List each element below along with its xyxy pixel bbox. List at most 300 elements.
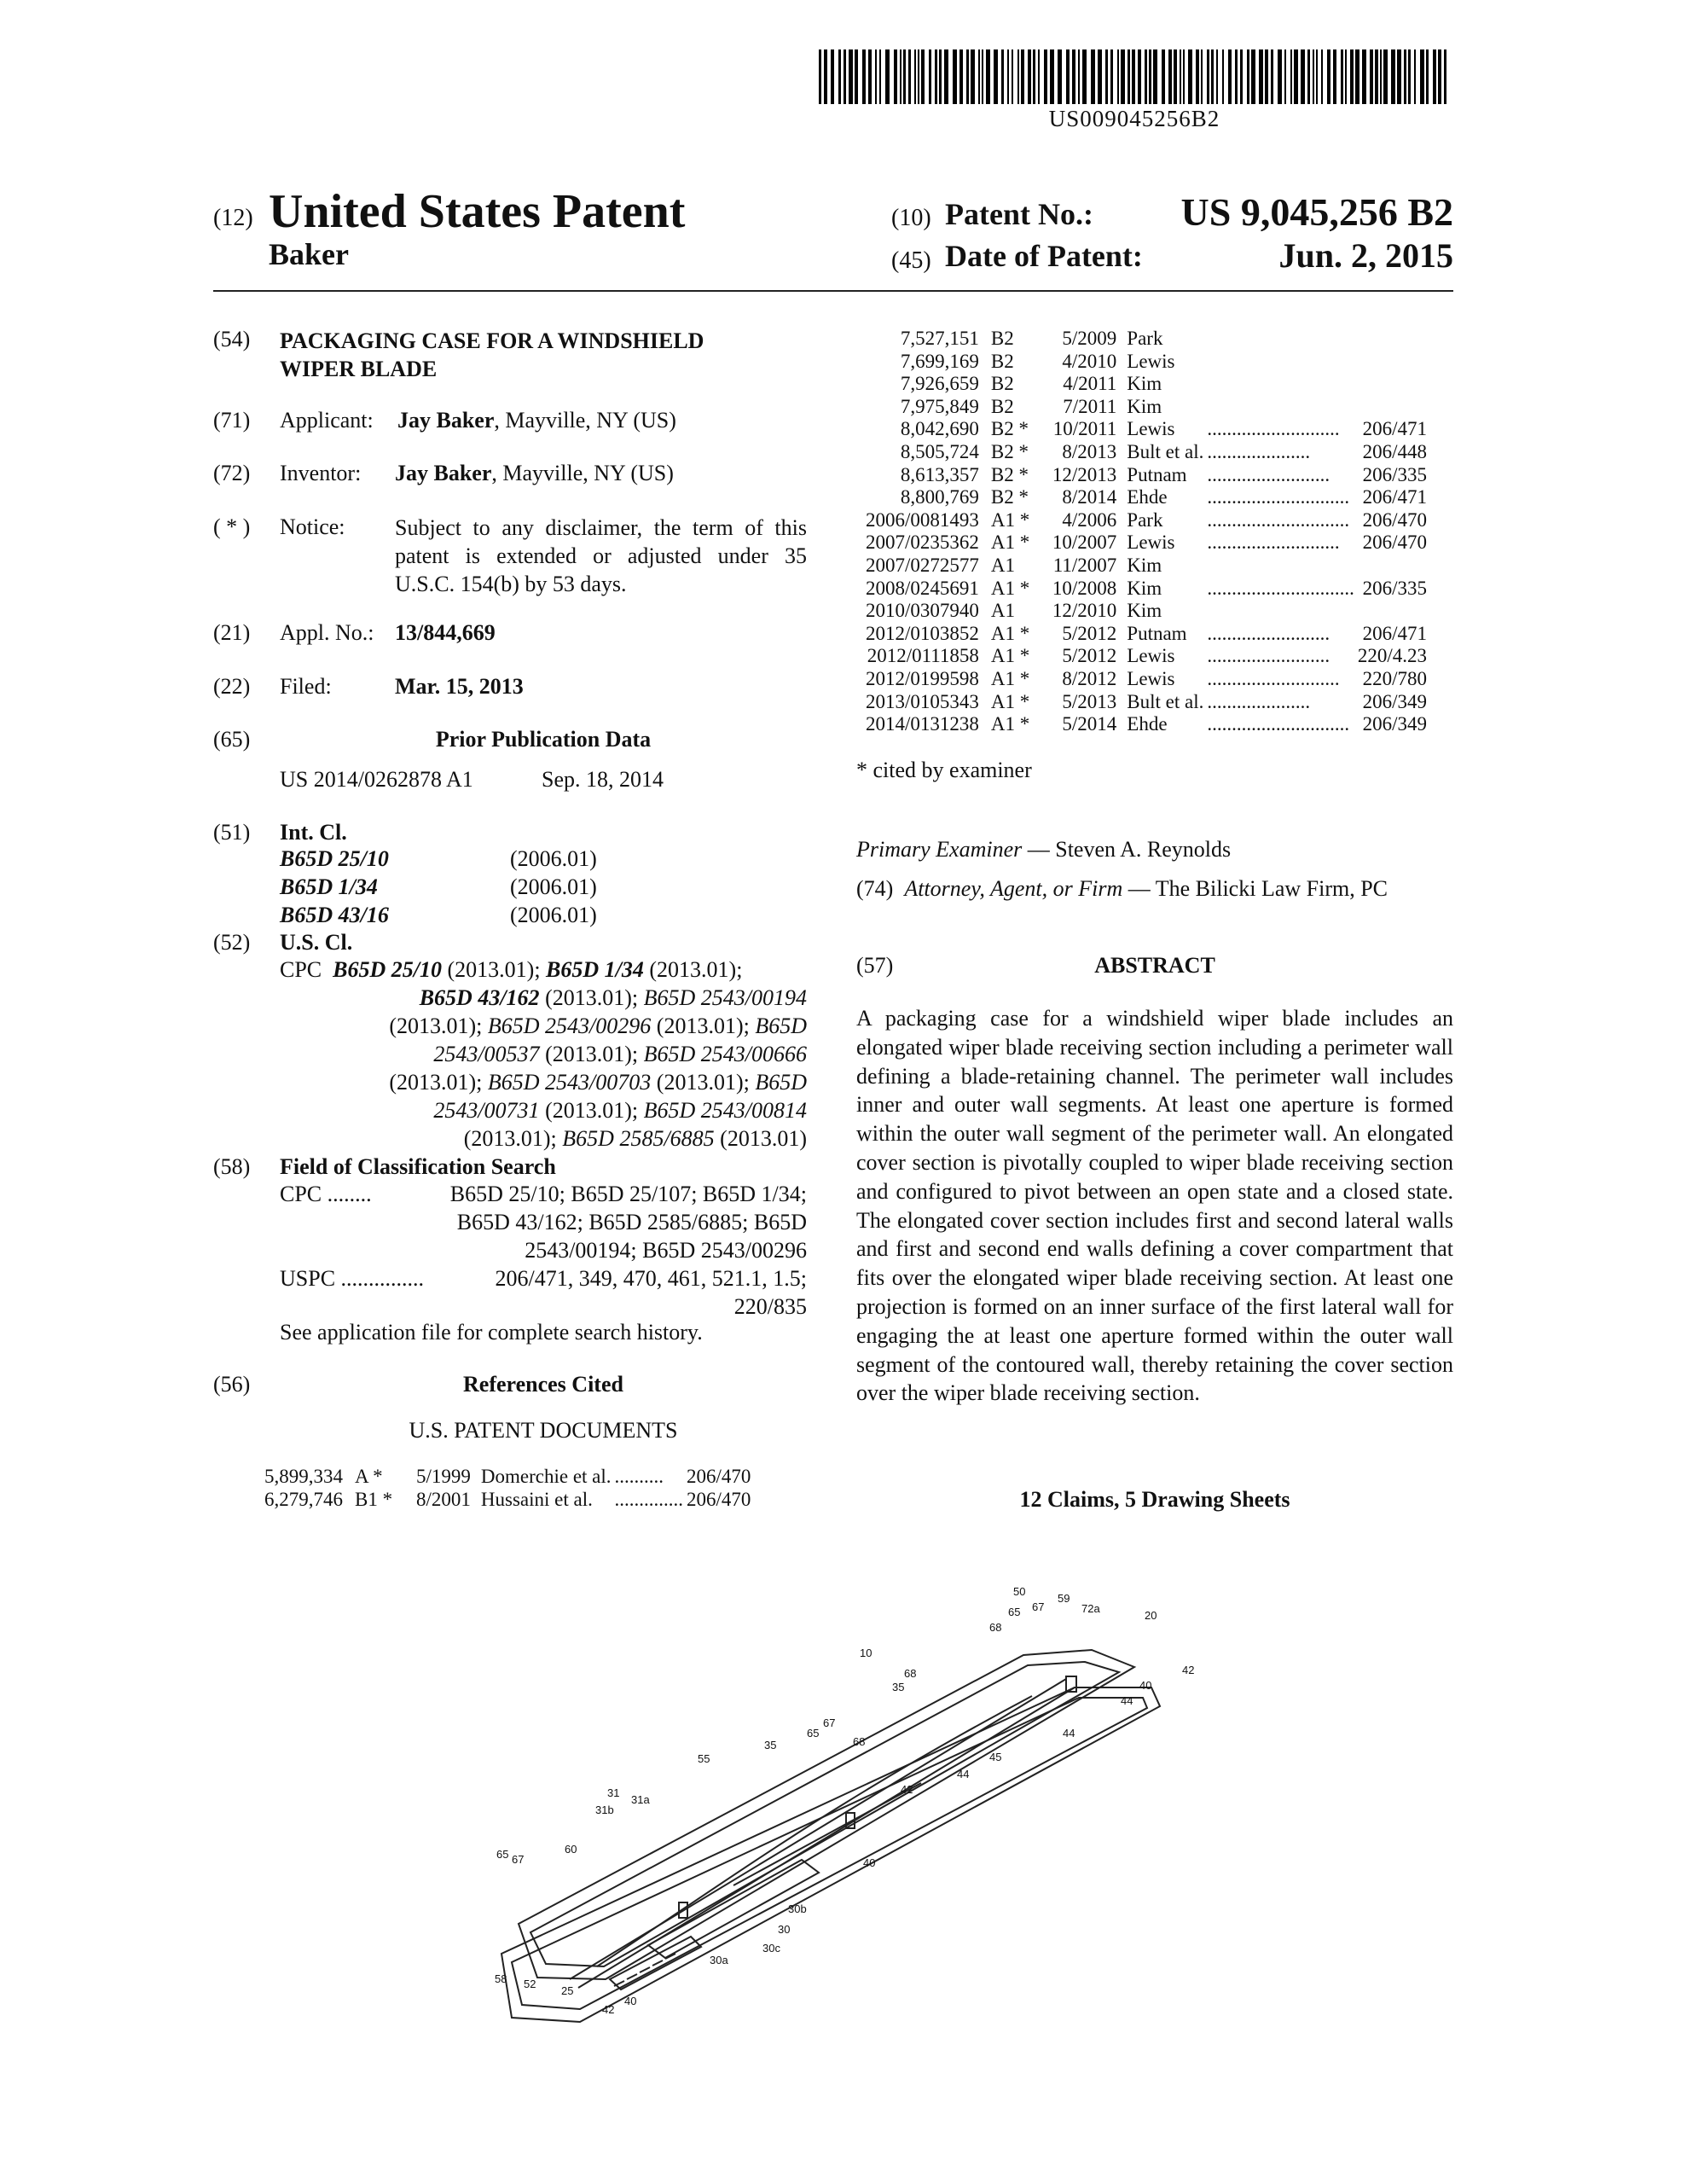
barcode-bar	[1438, 49, 1441, 104]
reference-numeral: 31b	[595, 1804, 614, 1816]
inventor-label: Inventor:	[280, 461, 362, 485]
ref-date: 4/2011	[1063, 373, 1117, 395]
barcode-bar	[1168, 49, 1172, 104]
ref-number: 7,975,849	[900, 395, 979, 417]
reference-row	[866, 668, 1427, 691]
barcode-bar	[900, 49, 901, 104]
applicant-label: Applicant:	[280, 408, 374, 433]
ref-class: 206/471	[1362, 418, 1427, 440]
barcode-bar	[1149, 49, 1151, 104]
field-search-cpc-line: 2543/00194; B65D 2543/00296	[525, 1238, 807, 1263]
reference-numeral: 45	[989, 1751, 1002, 1763]
ref-class: 206/471	[1362, 622, 1427, 644]
ref-class: 206/349	[1362, 713, 1427, 735]
ref-class	[1358, 396, 1427, 419]
kind-code: (12)	[213, 205, 253, 231]
ref-name: Park	[1127, 508, 1163, 531]
ref-dots: ...........................	[1207, 418, 1340, 440]
notice-code: ( * )	[213, 514, 251, 539]
ref-number: 8,800,769	[900, 486, 979, 508]
ref-kind: A *	[355, 1466, 383, 1487]
reference-numeral: 65	[807, 1727, 820, 1740]
barcode-bar	[1201, 49, 1203, 104]
int-cl-table	[280, 845, 597, 929]
inventor-code: (72)	[213, 461, 251, 485]
ref-class: 206/470	[1362, 531, 1427, 554]
ref-number: 2013/0105343	[866, 690, 979, 712]
barcode-bar	[1341, 49, 1343, 104]
ref-date: 5/2009	[1062, 328, 1117, 349]
reference-row	[866, 486, 1427, 509]
reference-row	[866, 396, 1427, 419]
reference-numeral: 58	[495, 1972, 507, 1985]
ref-date: 12/2013	[1052, 463, 1117, 485]
barcode-bar	[1278, 49, 1282, 104]
ref-number: 8,505,724	[900, 440, 979, 462]
ref-number: 2007/0235362	[866, 531, 979, 554]
barcode-number: US009045256B2	[1048, 106, 1220, 131]
reference-numeral: 30b	[788, 1902, 807, 1915]
ref-class	[1358, 328, 1427, 351]
barcode-bar	[875, 49, 877, 104]
wiper-case-drawing	[501, 1650, 1160, 2022]
attorney-name: — The Bilicki Law Firm, PC	[1122, 876, 1388, 901]
barcode-bar	[1128, 49, 1130, 104]
ref-number: 7,699,169	[900, 350, 979, 372]
int-cl-version: (2006.01)	[510, 874, 597, 899]
barcode-bar	[1207, 49, 1209, 104]
header-rule	[213, 290, 1453, 292]
us-cl-line: CPC B65D 25/10 (2013.01); B65D 1/34 (2013.01);	[280, 957, 743, 982]
barcode-bar	[819, 49, 821, 104]
invention-title-line1: PACKAGING CASE FOR A WINDSHIELD	[280, 328, 704, 353]
ref-number: 2007/0272577	[866, 554, 979, 576]
ref-kind: A1 *	[990, 690, 1030, 712]
reference-row	[866, 713, 1427, 736]
ref-dots	[1203, 351, 1358, 374]
ref-class: 206/335	[1362, 463, 1427, 485]
ref-date: 5/2013	[1062, 690, 1117, 712]
reference-numeral: 40	[1139, 1679, 1152, 1692]
barcode-bar	[939, 49, 942, 104]
ref-dots	[1203, 600, 1358, 623]
reference-numeral: 30a	[710, 1954, 728, 1966]
barcode-bar	[914, 49, 916, 104]
date-label: Date of Patent:	[945, 239, 1143, 273]
ref-dots: .....................	[1207, 440, 1311, 462]
attorney-label: Attorney, Agent, or Firm	[904, 876, 1123, 901]
reference-row	[866, 351, 1427, 374]
ref-kind: A1 *	[990, 531, 1030, 554]
barcode-bar	[1265, 49, 1268, 104]
reference-numeral: 44	[1121, 1694, 1133, 1707]
abstract-text: A packaging case for a windshield wiper blade includes an elongated wiper blade receiving section including a perimeter wall defining a blade-retaining channel. The perimeter wall includes inner and outer wall segments. At least one aperture is formed within the outer wall segment of the perimeter wall. An elongated cover section is pivotally coupled to wiper blade receiving section and configured to pivot between an open state and a closed state. The elongated cover section includes first and second lateral walls and first and second end walls defining a cover compartment that fits over the elongated wiper blade receiving section. At least one projection is formed on an inner surface of the first lateral wall for engaging the at least one aperture formed within the outer wall segment of the contoured wall, thereby retaining the cover section over the wiper blade receiving section.	[856, 1006, 1453, 1406]
barcode-bar	[1162, 49, 1165, 104]
refs-heading: References Cited	[463, 1372, 623, 1397]
reference-numeral: 68	[904, 1667, 917, 1680]
ref-date: 11/2007	[1052, 554, 1117, 576]
reference-numeral: 67	[1032, 1600, 1045, 1613]
ref-kind: B1 *	[355, 1488, 393, 1510]
attorney-code: (74)	[856, 876, 894, 901]
ref-dots: .........................	[1207, 645, 1330, 667]
examiner	[856, 837, 1231, 863]
reference-row	[866, 464, 1427, 487]
barcode-bar	[1078, 49, 1080, 104]
ref-class	[1358, 373, 1427, 396]
us-cl-line: (2013.01); B65D 2543/00703 (2013.01); B65D	[389, 1070, 807, 1095]
inventor-place: , Mayville, NY (US)	[491, 461, 674, 485]
int-cl-row	[280, 845, 597, 873]
ref-name: Kim	[1127, 395, 1162, 417]
barcode-bar	[944, 49, 948, 104]
int-cl-label: Int. Cl.	[280, 820, 347, 845]
ref-kind: B2	[990, 395, 1014, 417]
invention-title-line2: WIPER BLADE	[280, 357, 438, 381]
ref-date: 4/2006	[1062, 508, 1117, 531]
int-cl-row	[280, 873, 597, 901]
barcode-bar	[1183, 49, 1185, 104]
barcode-bar	[1028, 49, 1031, 104]
ref-dots: .....................	[1207, 690, 1311, 712]
applicant-code: (71)	[213, 408, 251, 433]
reference-numeral: 10	[860, 1647, 872, 1659]
barcode-bar	[1007, 49, 1009, 104]
barcode-bar	[1426, 49, 1429, 104]
field-search-cpc-line: B65D 25/10; B65D 25/107; B65D 1/34;	[449, 1182, 807, 1206]
barcode-bar	[1038, 49, 1040, 104]
barcode-bar	[1001, 49, 1004, 104]
ref-number: 2010/0307940	[866, 600, 979, 622]
barcode-bar	[824, 49, 827, 104]
ref-dots	[1203, 396, 1358, 419]
barcode-bar	[1321, 49, 1323, 104]
barcode-bar	[849, 49, 853, 104]
barcode-bar	[1132, 49, 1135, 104]
barcode-bar	[1290, 49, 1292, 104]
barcode-bar	[831, 49, 834, 104]
reference-row	[866, 531, 1427, 555]
barcode-bar	[1153, 49, 1157, 104]
ref-dots: ..............................	[1207, 577, 1354, 599]
patent-figure	[478, 1578, 1211, 2056]
barcode-bar	[929, 49, 931, 104]
barcode-bar	[1284, 49, 1286, 104]
reference-numeral: 30	[778, 1923, 791, 1936]
patent-number: US 9,045,256 B2	[1180, 190, 1453, 234]
barcode-bar	[921, 49, 925, 104]
barcode-bar	[982, 49, 983, 104]
barcode-bar	[838, 49, 841, 104]
barcode-bar	[1050, 49, 1054, 104]
ref-name: Lewis	[1127, 531, 1175, 554]
reference-numeral: 65	[1008, 1606, 1021, 1618]
barcode-bar	[953, 49, 957, 104]
ref-kind: A1 *	[990, 667, 1030, 689]
barcode-bar	[1066, 49, 1070, 104]
barcode-bar	[1404, 49, 1406, 104]
claims-summary: 12 Claims, 5 Drawing Sheets	[1019, 1487, 1290, 1512]
appl-no-value: 13/844,669	[395, 620, 496, 645]
ref-kind: B2	[990, 373, 1014, 395]
reference-numeral: 68	[989, 1621, 1002, 1634]
ref-number: 7,527,151	[900, 328, 979, 349]
ref-name: Kim	[1127, 600, 1162, 622]
barcode-bar	[1240, 49, 1243, 104]
barcode-bar	[1362, 49, 1366, 104]
ref-name: Lewis	[1127, 350, 1175, 372]
barcode-bar	[1072, 49, 1075, 104]
reference-numeral: 52	[524, 1978, 536, 1990]
us-cl-line: (2013.01); B65D 2585/6885 (2013.01)	[463, 1126, 807, 1151]
ref-number: 2008/0245691	[866, 577, 979, 599]
notice-text: Subject to any disclaimer, the term of this patent is extended or adjusted under 35 U.S.C. 154(b) by 53 days.	[395, 515, 807, 596]
ref-date: 8/2014	[1062, 486, 1117, 508]
ref-date: 7/2011	[1063, 395, 1117, 417]
barcode-bar	[1235, 49, 1238, 104]
barcode-bar	[1444, 49, 1446, 104]
barcode-bar	[1370, 49, 1373, 104]
us-cl-label: U.S. Cl.	[280, 930, 353, 955]
examiner-name: — Steven A. Reynolds	[1022, 837, 1232, 862]
barcode-bar	[855, 49, 858, 104]
barcode-bar	[1105, 49, 1108, 104]
ref-class: 220/4.23	[1357, 645, 1427, 667]
barcode-bar	[935, 49, 937, 104]
barcode-bar	[1017, 49, 1019, 104]
barcode-bar	[894, 49, 897, 104]
reference-numeral: 42	[602, 2003, 615, 2016]
reference-row	[866, 441, 1427, 464]
ref-date: 10/2008	[1052, 577, 1117, 599]
ref-date: 5/2014	[1062, 713, 1117, 735]
barcode-bar	[1121, 49, 1125, 104]
int-cl-class: B65D 1/34	[280, 874, 378, 899]
ref-number: 8,613,357	[900, 463, 979, 485]
ref-name: Kim	[1127, 373, 1162, 395]
reference-numeral: 35	[892, 1681, 905, 1693]
ref-date: 5/2012	[1062, 645, 1117, 667]
ref-dots: ...........................	[1207, 667, 1340, 689]
barcode-bar	[1333, 49, 1336, 104]
refs-subheading: U.S. PATENT DOCUMENTS	[409, 1418, 678, 1443]
barcode-bar	[1350, 49, 1354, 104]
appl-no-label: Appl. No.:	[280, 620, 374, 645]
field-search-uspc-line: 206/471, 349, 470, 461, 521.1, 1.5;	[495, 1266, 807, 1291]
patent-no-label: Patent No.:	[945, 197, 1093, 231]
int-cl-class: B65D 25/10	[280, 846, 389, 871]
ref-kind: B2 *	[990, 463, 1029, 485]
ref-dots: .........................	[1207, 463, 1330, 485]
field-search-code: (58)	[213, 1154, 251, 1179]
reference-row	[866, 578, 1427, 601]
barcode-bar	[1327, 49, 1330, 104]
barcode-bar	[1222, 49, 1224, 104]
ref-class: 206/470	[1362, 508, 1427, 531]
us-cl-code: (52)	[213, 930, 251, 955]
us-cl-line: 2543/00537 (2013.01); B65D 2543/00666	[433, 1042, 807, 1066]
barcode-bar	[1294, 49, 1298, 104]
reference-numeral: 44	[1063, 1727, 1075, 1740]
ref-dots: ..........	[614, 1466, 664, 1487]
ref-kind: B2	[990, 328, 1014, 349]
field-search-uspc-line: 220/835	[733, 1294, 807, 1319]
left-refs-table	[264, 1466, 751, 1511]
ref-number: 2006/0081493	[866, 508, 979, 531]
document-title: United States Patent	[269, 185, 686, 238]
ref-date: 8/2001	[416, 1488, 471, 1510]
barcode-bar	[1355, 49, 1359, 104]
barcode-bar	[918, 49, 919, 104]
barcode-bar	[1174, 49, 1177, 104]
title-code: (54)	[213, 327, 251, 351]
reference-numeral: 60	[565, 1843, 577, 1856]
prior-pub-code: (65)	[213, 727, 251, 752]
ref-name: Hussaini et al.	[480, 1488, 593, 1510]
ref-class: 206/335	[1362, 577, 1427, 599]
barcode-bar	[1383, 49, 1388, 104]
barcode-bar	[971, 49, 975, 104]
int-cl-version: (2006.01)	[510, 846, 597, 871]
cited-note: * cited by examiner	[856, 758, 1032, 782]
reference-row	[866, 645, 1427, 668]
barcode-bar	[959, 49, 963, 104]
ref-class	[1358, 600, 1427, 623]
ref-kind: B2 *	[990, 486, 1029, 508]
reference-numeral: 42	[901, 1783, 913, 1796]
reference-numeral: 31	[607, 1786, 620, 1799]
inventor-surname: Baker	[269, 237, 349, 271]
base-tray-outline	[501, 1687, 1160, 2022]
ref-dots: .............................	[1207, 486, 1350, 508]
reference-numeral: 65	[496, 1848, 509, 1861]
barcode-bar	[879, 49, 881, 104]
barcode-bar	[1216, 49, 1218, 104]
inventor	[395, 461, 674, 486]
refs-code: (56)	[213, 1372, 251, 1397]
reference-numeral: 30c	[762, 1942, 780, 1955]
reference-numeral: 59	[1058, 1592, 1070, 1605]
barcode-bar	[1251, 49, 1255, 104]
barcode-bar	[1345, 49, 1347, 104]
ref-kind: B2	[990, 350, 1014, 372]
ref-name: Lewis	[1127, 667, 1175, 689]
ref-class: 220/780	[1362, 667, 1427, 689]
barcode-bar	[903, 49, 906, 104]
filed-value: Mar. 15, 2013	[395, 674, 524, 699]
barcode-bar	[1391, 49, 1395, 104]
ref-class: 206/470	[687, 1488, 751, 1510]
field-search-uspc	[461, 1264, 807, 1321]
ref-number: 8,042,690	[900, 418, 979, 440]
invention-title	[280, 327, 704, 383]
reference-row	[866, 373, 1427, 396]
ref-number: 2012/0111858	[867, 645, 979, 667]
ref-date: 4/2010	[1062, 350, 1117, 372]
barcode-bar	[1375, 49, 1378, 104]
reference-numeral: 67	[823, 1716, 836, 1729]
barcode-bar	[966, 49, 969, 104]
ref-kind: A1 *	[990, 645, 1030, 667]
applicant	[397, 408, 676, 433]
barcode-bar	[885, 49, 890, 104]
int-cl-code: (51)	[213, 820, 251, 845]
applicant-place: , Mayville, NY (US)	[494, 408, 676, 433]
hatch-lines	[614, 1954, 675, 1986]
barcode-bar	[1301, 49, 1305, 104]
reference-numeral: 40	[624, 1995, 637, 2007]
ref-number: 2012/0199598	[866, 667, 979, 689]
reference-row	[866, 328, 1427, 351]
ref-class: 206/448	[1362, 440, 1427, 462]
barcode-bar	[1058, 49, 1062, 104]
ref-class: 206/471	[1362, 486, 1427, 508]
patent-date: Jun. 2, 2015	[1278, 236, 1453, 275]
ref-kind: A1	[990, 554, 1016, 576]
reference-numeral: 35	[764, 1739, 777, 1751]
reference-numeral: 42	[1182, 1664, 1195, 1676]
barcode-bar	[1021, 49, 1024, 104]
barcode-bar	[1211, 49, 1214, 104]
barcode-bar	[986, 49, 990, 104]
ref-kind: A1 *	[990, 622, 1030, 644]
ref-class	[1358, 555, 1427, 578]
us-cl-line: B65D 43/162 (2013.01); B65D 2543/00194	[419, 985, 807, 1010]
int-cl-class: B65D 43/16	[280, 903, 389, 927]
ref-name: Ehde	[1127, 713, 1168, 735]
us-cl-line: (2013.01); B65D 2543/00296 (2013.01); B65D	[389, 1014, 807, 1038]
barcode-bar	[844, 49, 846, 104]
ref-dots: .............................	[1207, 508, 1350, 531]
applicant-name: Jay Baker	[397, 408, 495, 433]
barcode-bar	[1397, 49, 1401, 104]
ref-date: 8/2013	[1062, 440, 1117, 462]
reference-row	[866, 600, 1427, 623]
ref-kind: A1 *	[990, 713, 1030, 735]
ref-name: Lewis	[1127, 645, 1175, 667]
right-refs-table	[866, 328, 1427, 736]
barcode-bar	[1180, 49, 1181, 104]
ref-name: Park	[1127, 328, 1163, 349]
filed-code: (22)	[213, 674, 251, 699]
barcode-bar	[1082, 49, 1087, 104]
ref-dots: .............................	[1207, 713, 1350, 735]
ref-dots	[1203, 555, 1358, 578]
reference-numeral: 31a	[631, 1793, 650, 1806]
ref-name: Bult et al.	[1127, 440, 1204, 462]
reference-row	[264, 1466, 751, 1489]
ref-number: 2012/0103852	[866, 622, 979, 644]
barcode-bar	[1091, 49, 1095, 104]
us-cl-block	[280, 956, 807, 1153]
filed-label: Filed:	[280, 674, 332, 699]
reference-numeral: 50	[1013, 1585, 1026, 1598]
ref-name: Kim	[1127, 554, 1162, 576]
appl-no-code: (21)	[213, 620, 251, 645]
int-cl-version: (2006.01)	[510, 903, 597, 927]
barcode-bar	[1044, 49, 1047, 104]
reference-numeral: 68	[853, 1735, 866, 1748]
reference-numeral: 20	[1145, 1609, 1157, 1622]
field-search-uspc-label: USPC ...............	[280, 1266, 425, 1291]
ref-class	[1358, 351, 1427, 374]
barcode-bar	[1188, 49, 1192, 104]
ref-name: Putnam	[1127, 622, 1187, 644]
barcode-bar	[1259, 49, 1263, 104]
ref-name: Putnam	[1127, 463, 1187, 485]
prior-pub-number: US 2014/0262878 A1	[280, 767, 473, 792]
barcode-bar	[1145, 49, 1147, 104]
